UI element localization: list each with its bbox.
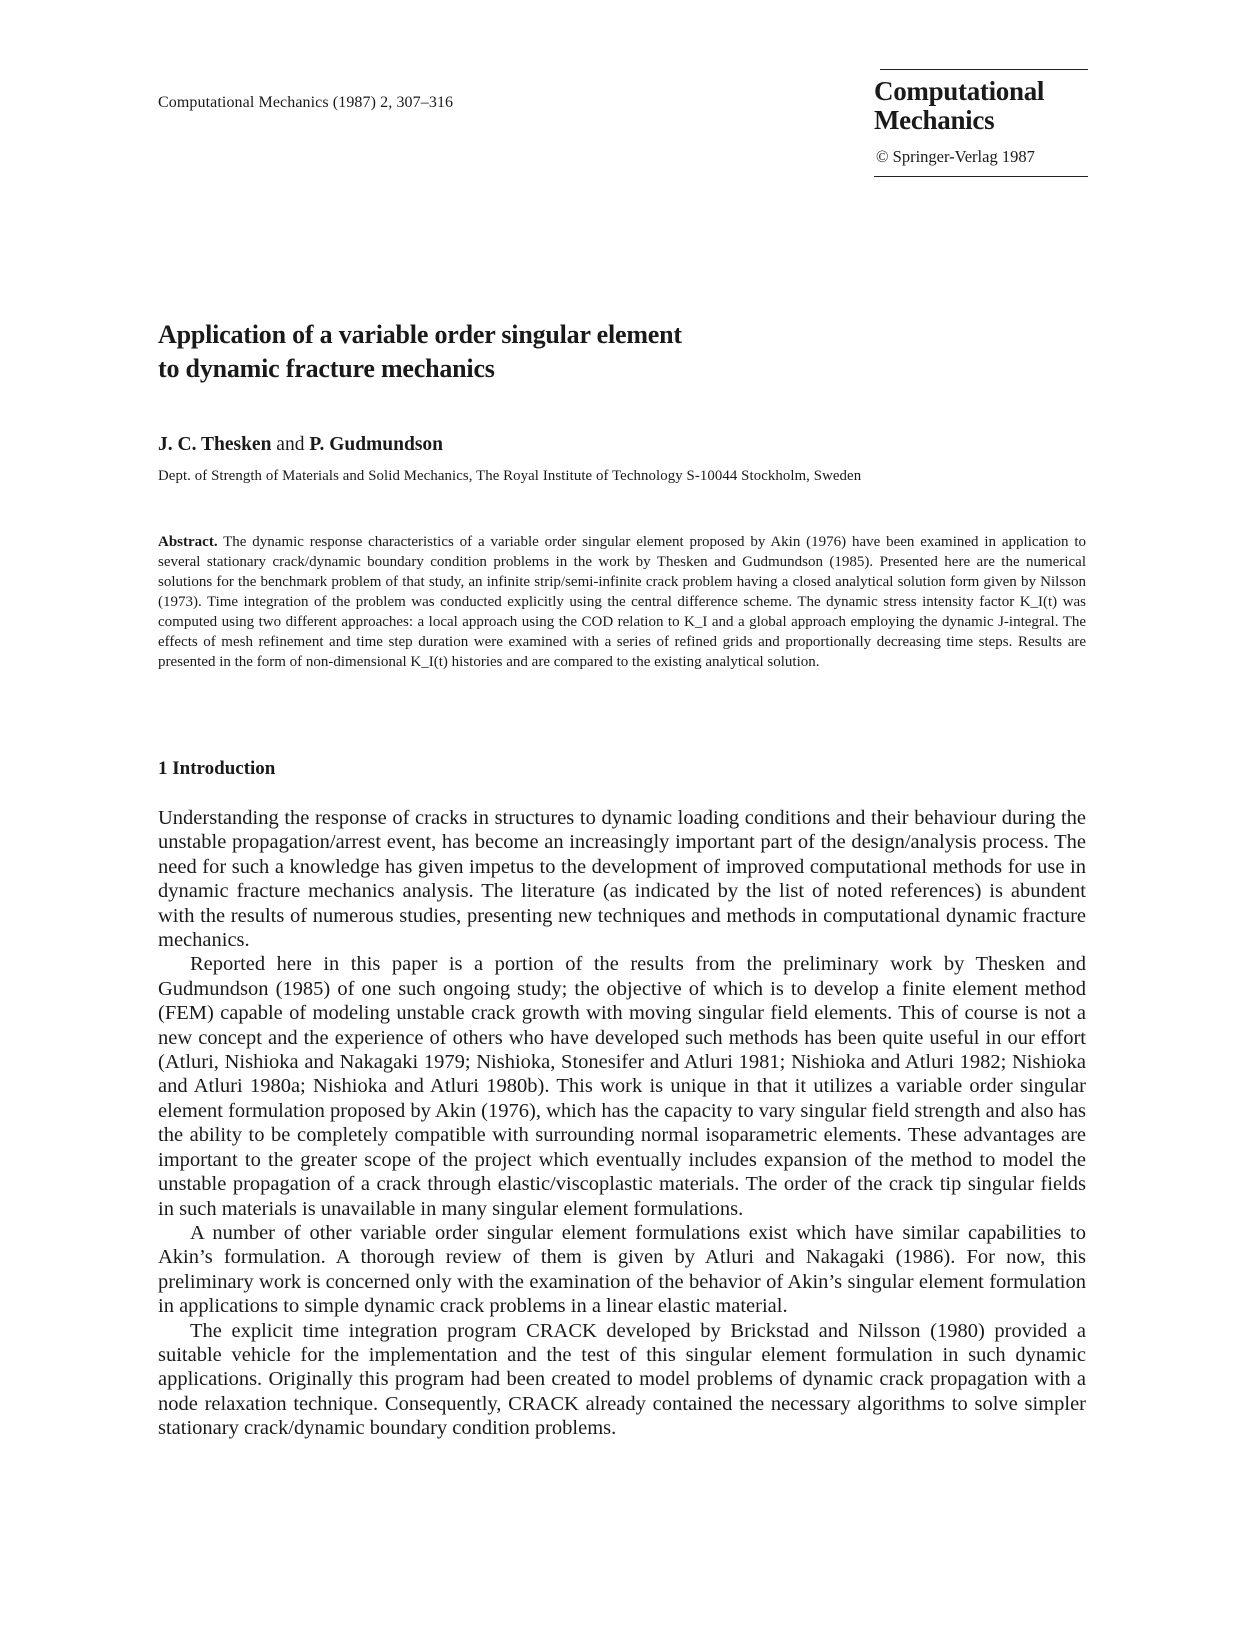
paragraph: A number of other variable order singular element formulations exist which have similar capabilities to Akin’s formulation. A thorough review of them is given by Atluri and Nakagaki (1986). For now, this preliminary work is concerned only with the examination of the behavior of Akin’s singular element formulation in applications to simple dynamic crack problems in a linear elastic material.	[158, 1221, 1086, 1318]
journal-name-line2: Mechanics	[874, 105, 995, 135]
abstract-text: The dynamic response characteristics of a variable order singular element proposed by Akin (1976) have been examined in application to several stationary crack/dynamic boundary condition problems in the work by Thesken and Gudmundson (1985). Presented here are the numerical solutions for the benchmark problem of that study, an infinite strip/semi-infinite crack problem having a closed analytical solution form given by Nilsson (1973). Time integration of the problem was conducted explicitly using the central difference scheme. The dynamic stress intensity factor K_I(t) was computed using two different approaches: a local approach using the COD relation to K_I and a global approach employing the dynamic J-integral. The effects of mesh refinement and time step duration were examined with a series of refined grids and proportionally decreasing time steps. Results are presented in the form of non-dimensional K_I(t) histories and are compared to the existing analytical solution.	[158, 534, 1086, 670]
journal-name	[874, 77, 1088, 135]
paragraph: The explicit time integration program CRACK developed by Brickstad and Nilsson (1980) provided a suitable vehicle for the implementation and the test of this singular element formulation in such dynamic applications. Originally this program had been created to model problems of dynamic crack propagation with a node relaxation technique. Consequently, CRACK already contained the necessary algorithms to solve simpler stationary crack/dynamic boundary condition problems.	[158, 1319, 1086, 1440]
copyright-notice: © Springer-Verlag 1987	[876, 147, 1035, 166]
paragraph: Reported here in this paper is a portion of the results from the preliminary work by Thesken and Gudmundson (1985) of one such ongoing study; the objective of which is to develop a finite element method (FEM) capable of modeling unstable crack growth with moving singular field elements. This of course is not a new concept and the experience of others who have developed such methods has been quite useful in our effort (Atluri, Nishioka and Nakagaki 1979; Nishioka, Stonesifer and Atluri 1981; Nishioka and Atluri 1982; Nishioka and Atluri 1980a; Nishioka and Atluri 1980b). This work is unique in that it utilizes a variable order singular element formulation proposed by Akin (1976), which has the capacity to vary singular field strength and also has the ability to be completely compatible with surrounding normal isoparametric elements. These advantages are important to the greater scope of the project which eventually includes expansion of the method to model the unstable propagation of a crack through elastic/viscoplastic materials. The order of the crack tip singular fields in such materials is unavailable in many singular element formulations.	[158, 953, 1086, 1220]
abstract-label: Abstract.	[158, 534, 218, 550]
journal-name-line1: Computational	[874, 76, 1045, 106]
title-line2: to dynamic fracture mechanics	[158, 354, 495, 383]
introduction-body	[158, 806, 1086, 1441]
journal-citation: Computational Mechanics (1987) 2, 307–316	[158, 94, 454, 111]
author-1: J. C. Thesken	[158, 434, 272, 455]
author-conjunction: and	[276, 434, 305, 455]
author-2: P. Gudmundson	[309, 434, 444, 455]
title-line1: Application of a variable order singular element	[158, 320, 682, 349]
affiliation: Dept. of Strength of Materials and Solid Mechanics, The Royal Institute of Technology S-10044 Stockholm, Sweden	[158, 468, 862, 484]
paragraph: Understanding the response of cracks in structures to dynamic loading conditions and their behaviour during the unstable propagation/arrest event, has become an increasingly important part of the design/analysis process. The need for such a knowledge has given impetus to the development of improved computational methods for use in dynamic fracture mechanics analysis. The literature (as indicated by the list of noted references) is abundent with the results of numerous studies, presenting new techniques and methods in computational dynamic fracture mechanics.	[158, 807, 1086, 952]
masthead-bottom-rule	[874, 176, 1088, 177]
abstract	[158, 532, 1086, 672]
author-line	[158, 434, 443, 456]
article-title	[158, 318, 958, 386]
journal-masthead	[874, 69, 1088, 177]
masthead-top-rule	[880, 69, 1088, 70]
section-heading-introduction: 1 Introduction	[158, 758, 276, 779]
